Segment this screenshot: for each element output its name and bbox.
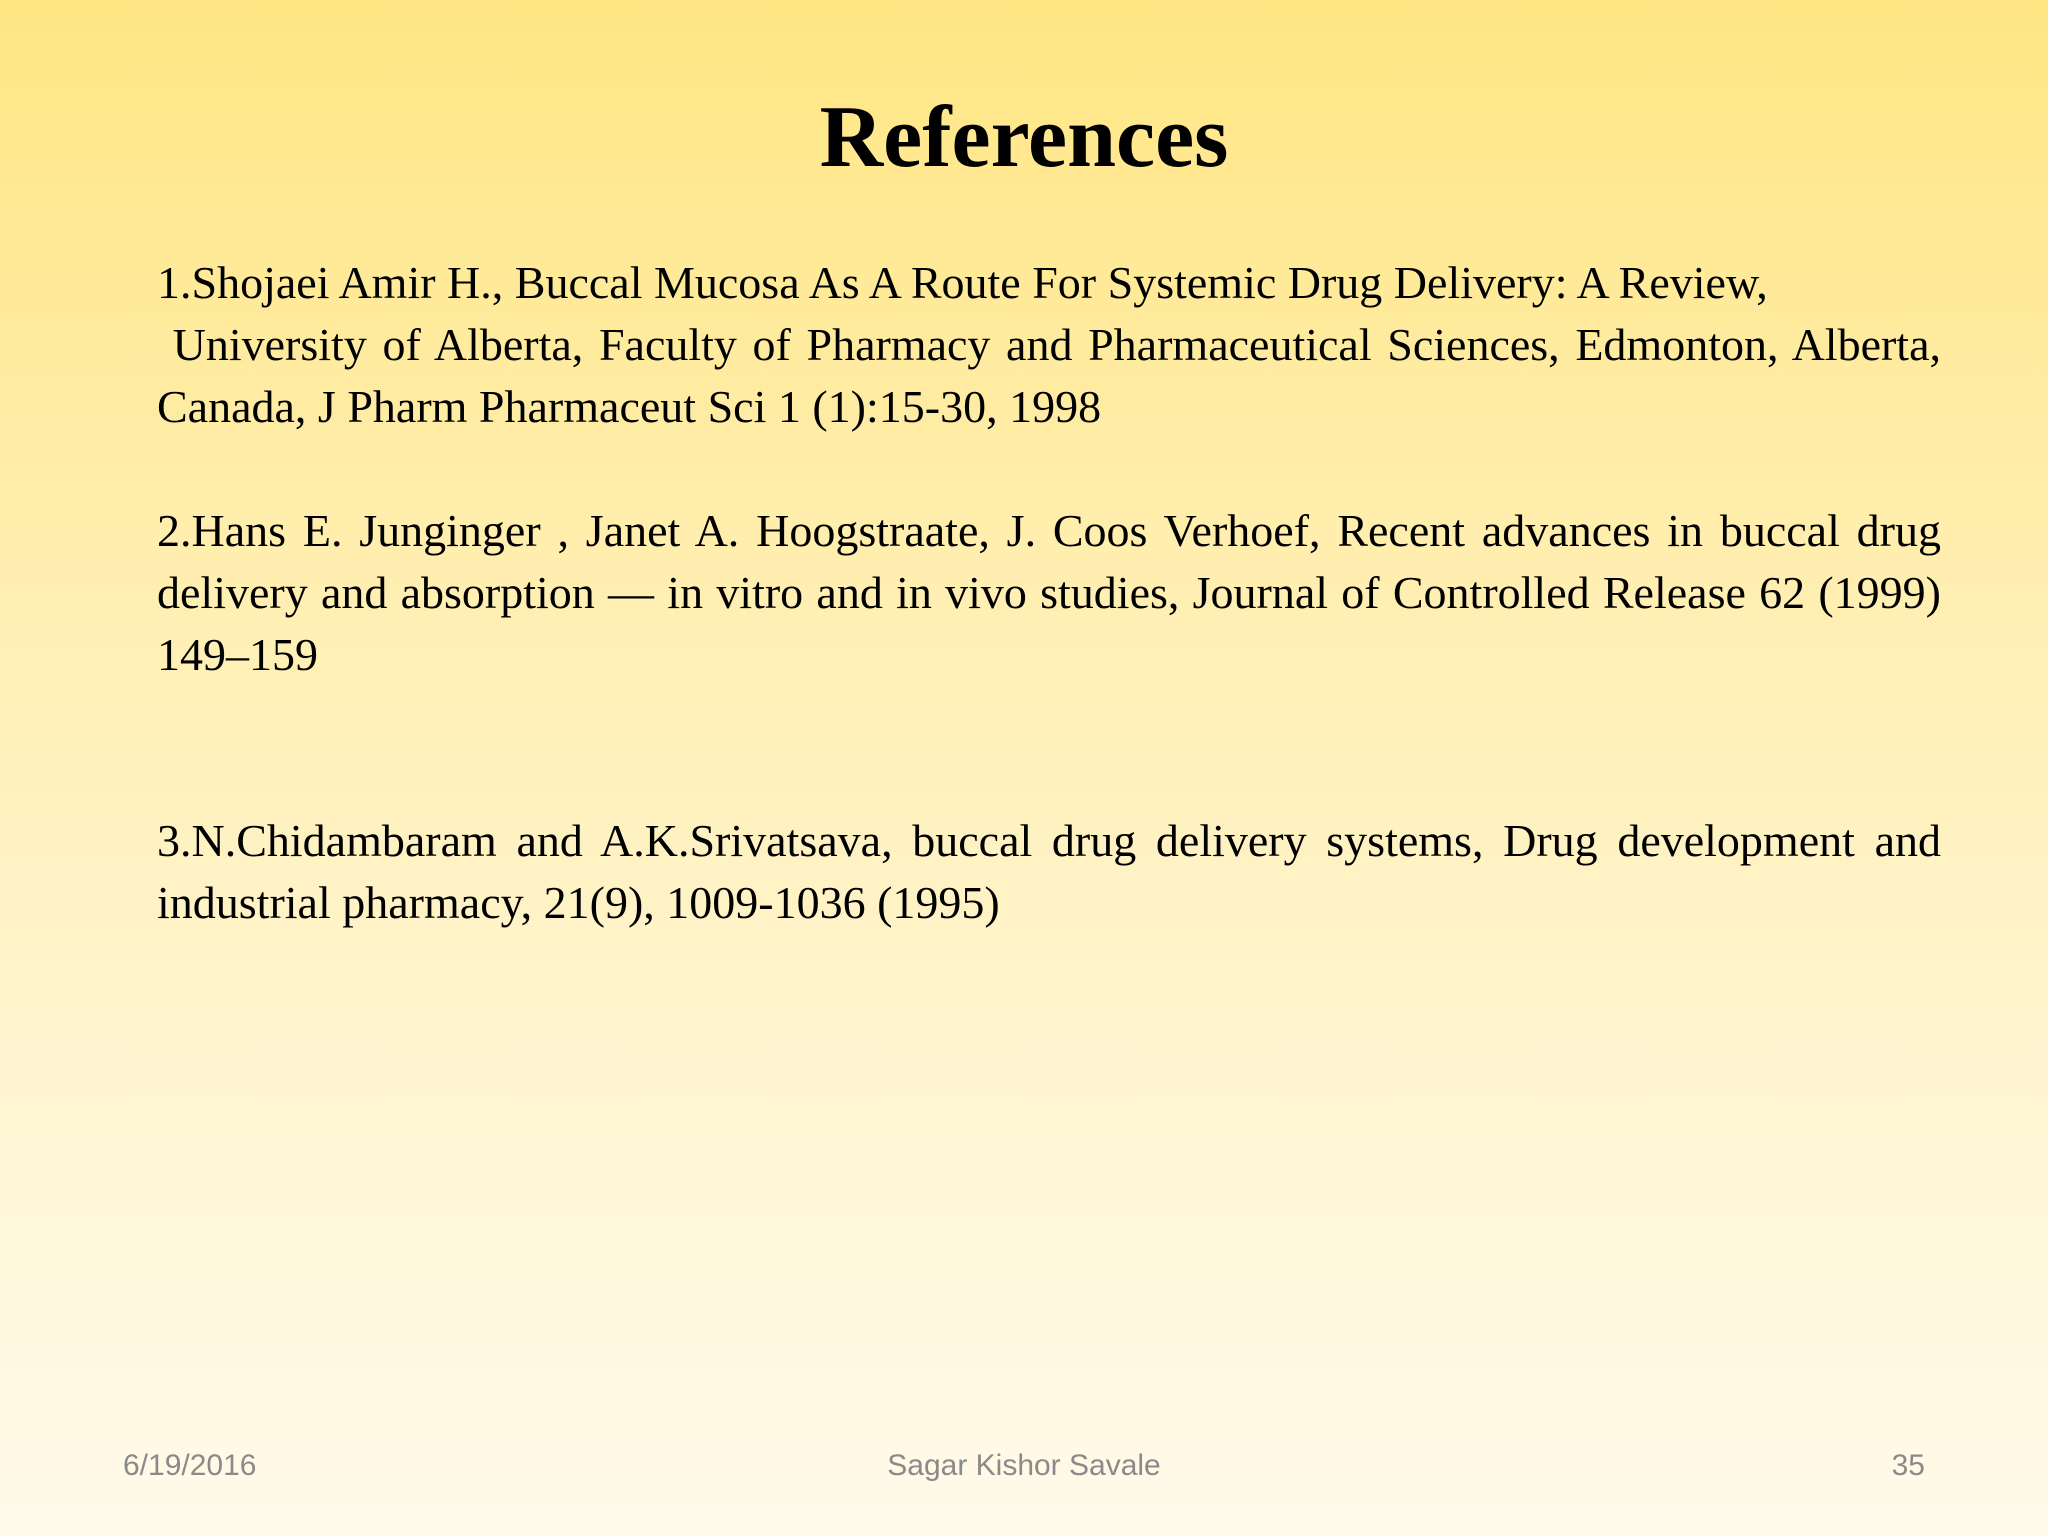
footer-date: 6/19/2016 — [123, 1449, 257, 1482]
footer-page-number: 35 — [1891, 1449, 1925, 1482]
reference-item-3: 3.N.Chidambaram and A.K.Srivatsava, buccal drug delivery systems, Drug development and industrial pharmacy, 21(9), 1009-1036 (1995) — [157, 815, 1941, 928]
slide-title: References — [819, 89, 1229, 186]
reference-list — [157, 252, 1953, 934]
reference-item-2: 2.Hans E. Junginger , Janet A. Hoogstraate, J. Coos Verhoef, Recent advances in buccal drug delivery and absorption — in vitro and in vivo studies, Journal of Controlled Release 62 (1999) 149–159 — [157, 505, 1941, 680]
reference-1-title: 1.Shojaei Amir H., Buccal Mucosa As A Route For Systemic Drug Delivery: A Review, — [157, 257, 1768, 308]
reference-1-source: University of Alberta, Faculty of Pharmacy and Pharmaceutical Sciences, Edmonton, Alberta, Canada, J Pharm Pharmaceut Sci 1 (1):15-30, 1998 — [157, 319, 1953, 432]
reference-item-1 — [157, 252, 1953, 438]
footer-author: Sagar Kishor Savale — [887, 1449, 1161, 1482]
